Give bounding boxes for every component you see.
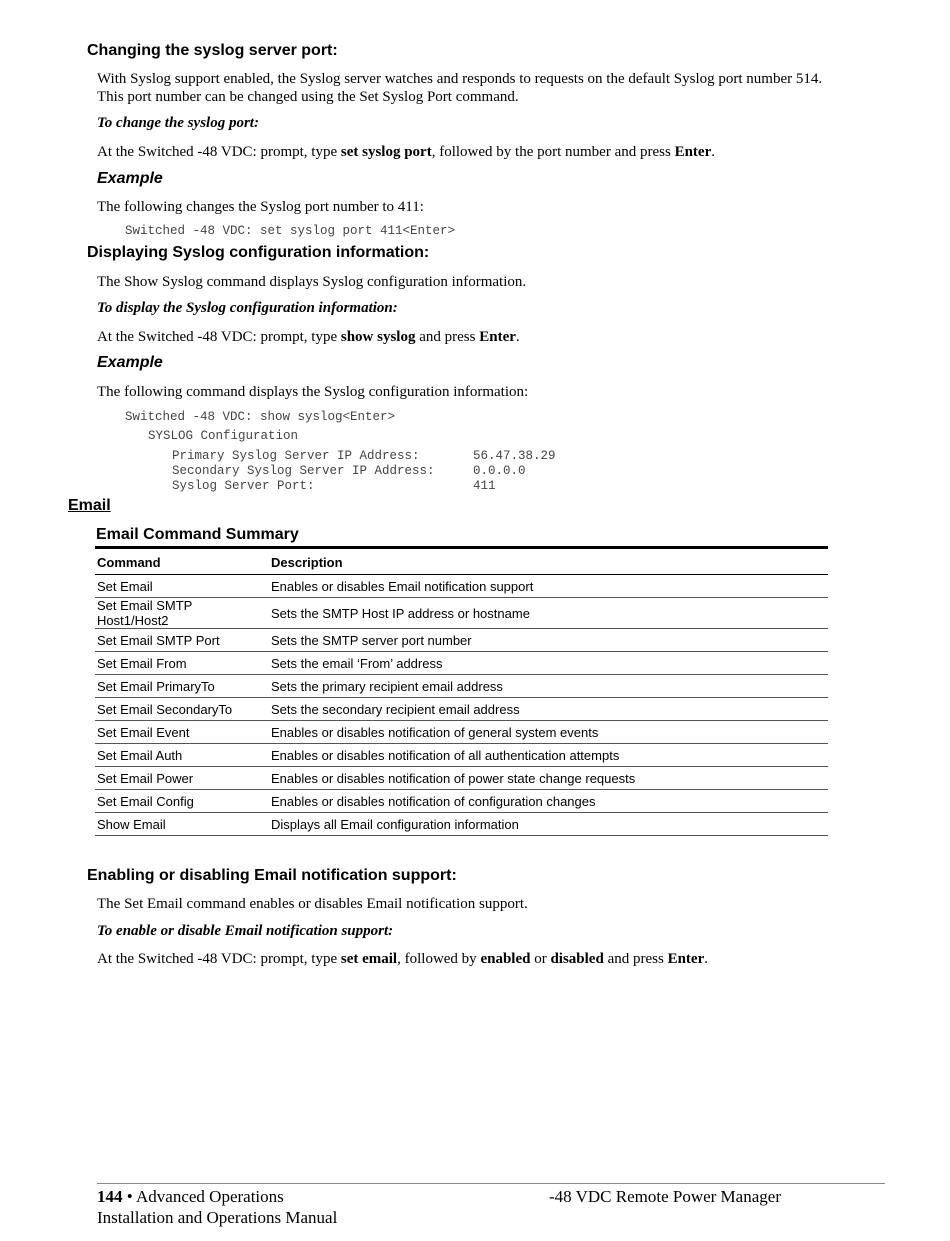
command-cell: Set Email SMTP Host1/Host2 [95, 598, 269, 629]
example-text: The following changes the Syslog port number to 411: [97, 199, 424, 215]
description-cell: Sets the SMTP server port number [269, 629, 828, 652]
config-label: Secondary Syslog Server IP Address: [172, 464, 435, 478]
table-row [95, 744, 828, 767]
command-cell: Set Email From [95, 652, 269, 675]
footer-manual: Installation and Operations Manual [97, 1208, 338, 1227]
description-cell: Enables or disables notification of all authentication attempts [269, 744, 828, 767]
footer-divider [97, 1183, 885, 1184]
table-row [95, 652, 828, 675]
example-label: Example [97, 170, 163, 187]
footer-page-info: 144 • Advanced Operations [97, 1187, 284, 1206]
footer-section: Advanced Operations [136, 1187, 284, 1206]
syslog-display-intro: The Show Syslog command displays Syslog configuration information. [97, 274, 527, 290]
command-cell: Set Email [95, 575, 269, 598]
procedure-title-change-port: To change the syslog port: [97, 115, 259, 131]
table-row [95, 698, 828, 721]
section-heading-email-enable: Enabling or disabling Email notification support: [87, 867, 457, 884]
column-header: Description [269, 548, 828, 575]
description-cell: Displays all Email configuration information [269, 813, 828, 836]
instruction-display: At the Switched -48 VDC: prompt, type show syslog and press Enter. [97, 329, 520, 345]
syslog-port-intro: With Syslog support enabled, the Syslog server watches and responds to requests on the default Syslog port number 514. This port number can be changed using the Set Syslog Port command. [97, 71, 823, 105]
description-cell: Enables or disables notification of general system events [269, 721, 828, 744]
section-heading-syslog-display: Displaying Syslog configuration information: [87, 244, 430, 261]
description-cell: Enables or disables Email notification support [269, 575, 828, 598]
procedure-title-email-enable: To enable or disable Email notification support: [97, 923, 394, 939]
command-cell: Set Email Power [95, 767, 269, 790]
command-cell: Set Email SMTP Port [95, 629, 269, 652]
command-cell: Show Email [95, 813, 269, 836]
config-value: 0.0.0.0 [473, 464, 526, 478]
example-code: Switched -48 VDC: show syslog<Enter> [125, 410, 396, 424]
table-row [95, 575, 828, 598]
footer-product: -48 VDC Remote Power Manager [549, 1187, 781, 1206]
table-row [95, 721, 828, 744]
instruction-email-enable: At the Switched -48 VDC: prompt, type set email, followed by enabled or disabled and press Enter. [97, 951, 708, 967]
example-label: Example [97, 354, 163, 371]
description-cell: Enables or disables notification of configuration changes [269, 790, 828, 813]
table-row [95, 813, 828, 836]
config-label: Primary Syslog Server IP Address: [172, 449, 420, 463]
table-row [95, 598, 828, 629]
config-value: 411 [473, 479, 496, 493]
command-cell: Set Email Auth [95, 744, 269, 767]
page-number: 144 [97, 1187, 123, 1206]
section-heading-syslog-port: Changing the syslog server port: [87, 42, 338, 59]
example-code: Switched -48 VDC: set syslog port 411<Enter> [125, 224, 456, 238]
table-row [95, 629, 828, 652]
table-row [95, 675, 828, 698]
email-enable-intro: The Set Email command enables or disables Email notification support. [97, 896, 528, 912]
command-cell: Set Email SecondaryTo [95, 698, 269, 721]
procedure-title-display: To display the Syslog configuration information: [97, 300, 398, 316]
command-cell: Set Email PrimaryTo [95, 675, 269, 698]
description-cell: Sets the email ‘From’ address [269, 652, 828, 675]
column-header: Command [95, 548, 269, 575]
config-value: 56.47.38.29 [473, 449, 556, 463]
table-row [95, 767, 828, 790]
table-header-row [95, 548, 828, 575]
command-cell: Set Email Event [95, 721, 269, 744]
section-heading-email: Email [68, 497, 111, 514]
config-label: Syslog Server Port: [172, 479, 315, 493]
description-cell: Sets the primary recipient email address [269, 675, 828, 698]
syslog-config-title: SYSLOG Configuration [148, 429, 299, 443]
description-cell: Sets the SMTP Host IP address or hostname [269, 598, 828, 629]
command-cell: Set Email Config [95, 790, 269, 813]
instruction-change-port: At the Switched -48 VDC: prompt, type set syslog port, followed by the port number and press Enter. [97, 144, 715, 160]
email-command-table [95, 546, 828, 836]
table-title: Email Command Summary [96, 526, 299, 543]
description-cell: Enables or disables notification of power state change requests [269, 767, 828, 790]
description-cell: Sets the secondary recipient email address [269, 698, 828, 721]
example-text: The following command displays the Syslog configuration information: [97, 384, 529, 400]
table-row [95, 790, 828, 813]
